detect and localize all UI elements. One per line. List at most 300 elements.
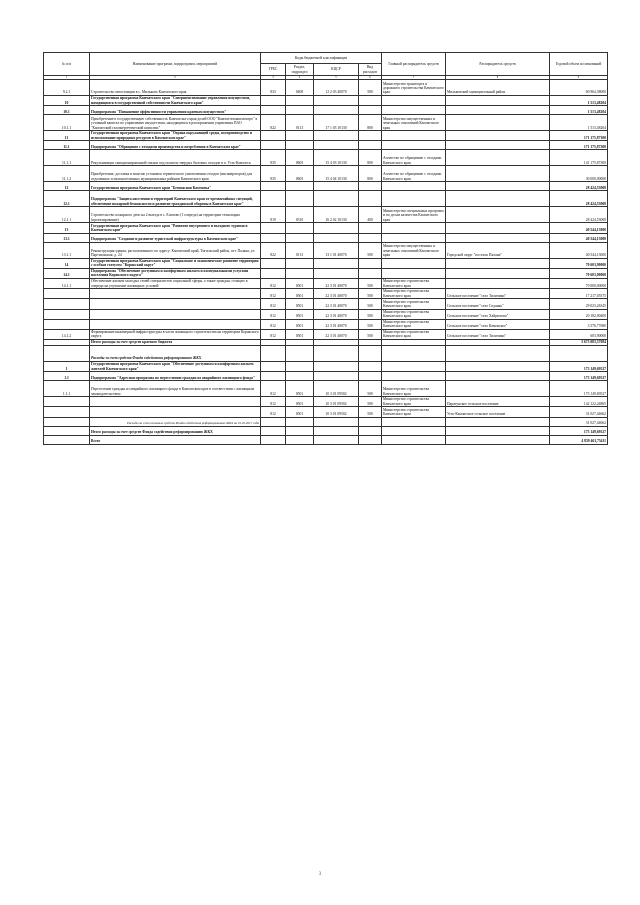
cell-main-distributor: [382, 96, 446, 106]
cell-name: Обеспечение жильем молодых семей специалистов социальной сферы, а также граждан, стоящих в очереди на улучшение жилищных условий: [90, 278, 261, 288]
cell-amount: 40 544,13000: [550, 233, 608, 242]
cell-name: [90, 319, 261, 329]
cell-rzpr: 0501: [286, 309, 314, 319]
cell-csr: 12 2 03 40070: [314, 80, 359, 96]
header-vr: Вид расходов: [359, 64, 382, 76]
total-row: [44, 435, 608, 444]
budget-table-sheet: [43, 52, 607, 445]
cell-name: Итого расходы за счет средств Фонда содействия реформированию ЖКХ: [90, 426, 261, 435]
cell-amount: 28 424,53000: [550, 182, 608, 191]
cell-vr: 500: [359, 397, 382, 407]
cell-main-distributor: [382, 131, 446, 141]
table-row: [44, 372, 608, 381]
cell-recipient: Сельское поселение "село Седанка": [446, 299, 550, 309]
cell-grbs: [261, 141, 286, 150]
cell-amount: 171 175,87300: [550, 131, 608, 141]
cell-amount: 31 027,44662: [550, 417, 608, 426]
cell-grbs: 833: [261, 80, 286, 96]
cell-grbs: [261, 345, 286, 361]
cell-no: [44, 407, 90, 417]
cell-name: Государственная программа Камчатского края "Обеспечение доступным и комфортным жильем жителей Камчатского края": [90, 361, 261, 371]
cell-amount: 40 544,13000: [550, 242, 608, 258]
header-index-cell: 4: [286, 76, 314, 80]
cell-recipient: [446, 361, 550, 371]
cell-no: 11: [44, 131, 90, 141]
cell-rzpr: [286, 258, 314, 268]
header-csr: КЦСР: [314, 64, 359, 76]
cell-name: [90, 407, 261, 417]
cell-no: 13.1: [44, 233, 90, 242]
cell-name: Реконструкция здания, расположенного по адресу: Камчатский край, Тигильский район, пгт. Палана, ул. Партизанская, д. 24: [90, 242, 261, 258]
cell-rzpr: [286, 233, 314, 242]
cell-recipient: [446, 131, 550, 141]
cell-amount: 28 424,53000: [550, 207, 608, 223]
cell-grbs: 835: [261, 150, 286, 166]
cell-amount: 3 576,77680: [550, 319, 608, 329]
cell-vr: 500: [359, 80, 382, 96]
table-row: [44, 106, 608, 115]
cell-vr: 400: [359, 207, 382, 223]
cell-vr: [359, 131, 382, 141]
cell-rzpr: [286, 372, 314, 381]
cell-rzpr: 0408: [286, 80, 314, 96]
cell-name: Переселение граждан из аварийного жилищного фонда в Камчатском крае в соответствии с жилищным законодательством: [90, 381, 261, 397]
cell-no: 11.1.1: [44, 150, 90, 166]
cell-vr: [359, 96, 382, 106]
cell-csr: [314, 417, 359, 426]
table-row: [44, 207, 608, 223]
cell-amount: 29 023,26345: [550, 299, 608, 309]
cell-recipient: [446, 96, 550, 106]
cell-name: Строительство автостанции в с. Мильково Камчатского края: [90, 80, 261, 96]
header-index-cell: 9: [550, 76, 608, 80]
cell-rzpr: [286, 131, 314, 141]
cell-csr: [314, 182, 359, 191]
cell-name: Расходы за счет средств Фонда содействия реформированию ЖКХ: [90, 345, 261, 361]
cell-recipient: [446, 381, 550, 397]
table-row: [44, 289, 608, 299]
cell-amount: 70 000,00000: [550, 278, 608, 288]
cell-vr: 500: [359, 319, 382, 329]
cell-no: [44, 299, 90, 309]
cell-rzpr: 0605: [286, 166, 314, 182]
header-index-cell: 8: [446, 76, 550, 80]
page-number: 3: [318, 872, 322, 877]
table-row: [44, 417, 608, 426]
cell-no: 14.1.1: [44, 278, 90, 288]
header-main-distributor: Главный распорядитель средств: [382, 53, 446, 76]
cell-rzpr: 0310: [286, 207, 314, 223]
cell-name: Подпрограмма "Обеспечение доступным и комфортным жильем и коммунальными услугами населения Корякского округа": [90, 268, 261, 278]
cell-vr: [359, 191, 382, 207]
cell-vr: [359, 258, 382, 268]
cell-vr: 500: [359, 407, 382, 417]
cell-name: Итого расходы за счет средств краевого бюджета: [90, 340, 261, 346]
cell-csr: [314, 106, 359, 115]
cell-name: [90, 397, 261, 407]
cell-recipient: Сельское поселение "село Каменское": [446, 319, 550, 329]
cell-no: 13.1.1: [44, 242, 90, 258]
header-rzpr: Раздел, подраздел: [286, 64, 314, 76]
cell-recipient: [446, 417, 550, 426]
cell-no: 12.1.1: [44, 207, 90, 223]
table-row: [44, 233, 608, 242]
cell-rzpr: [286, 223, 314, 233]
cell-recipient: [446, 207, 550, 223]
cell-no: 12: [44, 182, 90, 191]
cell-vr: [359, 141, 382, 150]
cell-grbs: [261, 191, 286, 207]
table-row: [44, 131, 608, 141]
table-row: [44, 115, 608, 131]
table-row: [44, 361, 608, 371]
cell-recipient: [446, 372, 550, 381]
cell-no: 14: [44, 258, 90, 268]
cell-recipient: [446, 223, 550, 233]
cell-grbs: [261, 435, 286, 444]
cell-no: [44, 319, 90, 329]
cell-vr: [359, 223, 382, 233]
table-body: [44, 80, 608, 445]
cell-rzpr: [286, 417, 314, 426]
cell-rzpr: 0501: [286, 397, 314, 407]
cell-csr: [314, 345, 359, 361]
header-volume: Годовой объем ассигнований: [550, 53, 608, 76]
cell-rzpr: [286, 345, 314, 361]
cell-grbs: 812: [261, 319, 286, 329]
cell-amount: 603,90000: [550, 329, 608, 339]
cell-csr: 13 1 01 40070: [314, 242, 359, 258]
cell-grbs: [261, 268, 286, 278]
cell-amount: 30 000,00000: [550, 166, 608, 182]
cell-recipient: Сельское поселение "село Хайрюзово": [446, 309, 550, 319]
cell-csr: [314, 96, 359, 106]
cell-no: [44, 397, 90, 407]
cell-no: 11.1.2: [44, 166, 90, 182]
cell-csr: [314, 435, 359, 444]
cell-no: 14.1.2: [44, 329, 90, 339]
cell-amount: 142 122,24865: [550, 397, 608, 407]
cell-main-distributor: [382, 258, 446, 268]
cell-recipient: [446, 106, 550, 115]
cell-csr: [314, 223, 359, 233]
cell-csr: 10 3 01 09502: [314, 381, 359, 397]
cell-amount: 173 149,69527: [550, 361, 608, 371]
cell-no: 12.1: [44, 191, 90, 207]
cell-name: Приобретение в государственную собственность Камчатского края долей ООО "Камчаттехмашэлектро" в уставный капитал по управлению имуществом, находящимся в распоряжении управления ПАО "Камчатский газоэнергетический комплекс": [90, 115, 261, 131]
cell-recipient: Городской округ "поселок Палана": [446, 242, 550, 258]
cell-csr: 22 3 01 40070: [314, 299, 359, 309]
cell-grbs: [261, 417, 286, 426]
cell-no: [44, 289, 90, 299]
cell-grbs: [261, 223, 286, 233]
cell-rzpr: [286, 361, 314, 371]
cell-amount: 60 964,38000: [550, 80, 608, 96]
header-no: № п/п: [44, 53, 90, 76]
cell-amount: 70 603,90000: [550, 268, 608, 278]
cell-vr: 500: [359, 309, 382, 319]
cell-rzpr: 0113: [286, 242, 314, 258]
cell-rzpr: [286, 141, 314, 150]
cell-main-distributor: Министерство строительства Камчатского края: [382, 289, 446, 299]
cell-name: Государственная программа Камчатского края "Развитие внутреннего и въездного туризма в Камчатском крае": [90, 223, 261, 233]
cell-amount: 173 149,69527: [550, 372, 608, 381]
cell-grbs: [261, 233, 286, 242]
cell-amount: 31 027,44662: [550, 407, 608, 417]
cell-vr: 500: [359, 242, 382, 258]
cell-rzpr: 0501: [286, 299, 314, 309]
cell-csr: [314, 268, 359, 278]
cell-no: [44, 417, 90, 426]
cell-no: 9.2.1: [44, 80, 90, 96]
cell-grbs: 812: [261, 329, 286, 339]
cell-grbs: [261, 372, 286, 381]
header-index-cell: 7: [382, 76, 446, 80]
cell-csr: [314, 361, 359, 371]
cell-grbs: [261, 258, 286, 268]
cell-grbs: [261, 106, 286, 115]
cell-main-distributor: Министерство имущественных и земельных отношений Камчатского края: [382, 242, 446, 258]
header-index-cell: 5: [314, 76, 359, 80]
cell-rzpr: 0501: [286, 278, 314, 288]
cell-main-distributor: Министерство специальных программ и по делам казачества Камчатского края: [382, 207, 446, 223]
cell-amount: 70 603,90000: [550, 258, 608, 268]
cell-no: 13: [44, 223, 90, 233]
table-row: [44, 150, 608, 166]
cell-name: Государственная программа Камчатского края "Охрана окружающей среды, воспроизводство и использование природных ресурсов в Камчатском крае": [90, 131, 261, 141]
cell-recipient: Сельское поселение "село Тиличики": [446, 329, 550, 339]
cell-main-distributor: [382, 361, 446, 371]
cell-recipient: Сельское поселение "село Тиличики": [446, 289, 550, 299]
cell-amount: 20 182,90400: [550, 309, 608, 319]
cell-name: Подпрограмма "Адресная программа по переселению граждан из аварийного жилищного фонда": [90, 372, 261, 381]
cell-no: [44, 426, 90, 435]
cell-amount: 40 544,13000: [550, 223, 608, 233]
cell-rzpr: [286, 435, 314, 444]
cell-name: Всего: [90, 435, 261, 444]
cell-no: 11.1: [44, 141, 90, 150]
cell-vr: [359, 233, 382, 242]
cell-csr: 22 3 01 40070: [314, 278, 359, 288]
cell-rzpr: 0501: [286, 407, 314, 417]
cell-csr: 22 3 01 40070: [314, 319, 359, 329]
cell-amount: 28 424,53000: [550, 191, 608, 207]
cell-main-distributor: [382, 141, 446, 150]
cell-main-distributor: Министерство строительства Камчатского края: [382, 397, 446, 407]
cell-recipient: [446, 435, 550, 444]
cell-no: [44, 345, 90, 361]
cell-main-distributor: Министерство имущественных и земельных отношений Камчатского края: [382, 115, 446, 131]
table-row: [44, 182, 608, 191]
cell-main-distributor: [382, 268, 446, 278]
cell-amount: 1 513,48204: [550, 115, 608, 131]
cell-no: 10.1.1: [44, 115, 90, 131]
cell-main-distributor: [382, 426, 446, 435]
cell-recipient: [446, 345, 550, 361]
cell-grbs: 812: [261, 289, 286, 299]
cell-grbs: 812: [261, 299, 286, 309]
cell-vr: [359, 106, 382, 115]
cell-grbs: 822: [261, 242, 286, 258]
cell-main-distributor: [382, 223, 446, 233]
cell-main-distributor: [382, 435, 446, 444]
cell-name: Формирование инженерной инфраструктуры в части жилищного строительства на территории Корякского округа: [91, 330, 259, 339]
cell-amount: 173 149,69527: [550, 381, 608, 397]
budget-allocation-table: [43, 52, 608, 445]
cell-grbs: [261, 182, 286, 191]
cell-csr: [314, 141, 359, 150]
cell-main-distributor: [382, 182, 446, 191]
cell-name: Подпрограмма "Создание и развитие туристской инфраструктуры в Камчатском крае": [90, 233, 261, 242]
cell-amount: 141 175,87300: [550, 150, 608, 166]
cell-name: Подпрограмма "Повышение эффективности управления краевым имуществом": [90, 106, 261, 115]
cell-recipient: Мильковский муниципальный район: [446, 80, 550, 96]
cell-grbs: 812: [261, 309, 286, 319]
cell-csr: 22 3 01 40070: [314, 289, 359, 299]
cell-rzpr: [286, 426, 314, 435]
cell-recipient: [446, 426, 550, 435]
cell-name: Приобретение, доставка и монтаж установок термического уничтожения отходов (инсинераторов) для отдаленных и малонаселенных муниципальных районов Камчатского края: [90, 166, 261, 182]
cell-name: Государственная программа Камчатского края "Совершенствование управления имуществом, находящимся в государственной собственности Камчатского края": [90, 96, 261, 106]
cell-no: 10: [44, 96, 90, 106]
cell-name: Государственная программа Камчатского края "Социальное и экономическое развитие территории с особым статусом "Корякский округ": [91, 258, 259, 268]
cell-main-distributor: Министерство строительства Камчатского края: [382, 381, 446, 397]
cell-rzpr: [286, 268, 314, 278]
cell-main-distributor: [382, 372, 446, 381]
cell-recipient: [446, 278, 550, 288]
cell-name: [90, 299, 261, 309]
cell-no: 1: [44, 361, 90, 371]
cell-csr: 15 4 04 10130: [314, 166, 359, 182]
cell-csr: [314, 258, 359, 268]
cell-vr: 500: [359, 289, 382, 299]
cell-rzpr: [286, 182, 314, 191]
table-row: [44, 299, 608, 309]
cell-csr: [314, 372, 359, 381]
cell-main-distributor: Министерство строительства Камчатского края: [382, 319, 446, 329]
cell-no: [44, 435, 90, 444]
table-row: [44, 345, 608, 361]
cell-vr: 500: [359, 278, 382, 288]
cell-rzpr: 0501: [286, 381, 314, 397]
cell-csr: 10 3 01 09502: [314, 407, 359, 417]
cell-grbs: 835: [261, 166, 286, 182]
cell-vr: [359, 417, 382, 426]
cell-main-distributor: [382, 345, 446, 361]
cell-vr: [359, 361, 382, 371]
cell-vr: [359, 268, 382, 278]
cell-grbs: 812: [261, 397, 286, 407]
cell-grbs: 812: [261, 381, 286, 397]
cell-csr: 22 3 01 40070: [314, 309, 359, 319]
table-row: [44, 407, 608, 417]
cell-main-distributor: Министерство строительства Камчатского края: [382, 278, 446, 288]
cell-grbs: [261, 426, 286, 435]
cell-csr: 16 2 02 10130: [314, 207, 359, 223]
header-index-cell: 1: [44, 76, 90, 80]
cell-recipient: [446, 141, 550, 150]
cell-name: [90, 289, 261, 299]
table-row: [44, 319, 608, 329]
table-row: [44, 242, 608, 258]
table-row: [44, 309, 608, 319]
cell-name: Расходы за счет основных средств Фонда содействия реформированию ЖКХ на 01.01.2017 года: [90, 417, 261, 426]
cell-rzpr: 0501: [286, 289, 314, 299]
cell-main-distributor: Министерство строительства Камчатского края: [382, 407, 446, 417]
cell-amount: 3 673 083,37084: [550, 340, 608, 346]
cell-grbs: 819: [261, 207, 286, 223]
cell-main-distributor: Агентство по обращению с отходами Камчатского края: [382, 150, 446, 166]
table-row: [44, 258, 608, 268]
cell-name: [90, 309, 261, 319]
header-grbs: ГРБС: [261, 64, 286, 76]
table-row: [44, 329, 608, 339]
cell-recipient: [446, 191, 550, 207]
cell-main-distributor: [382, 233, 446, 242]
cell-main-distributor: Министерство транспорта и дорожного строительства Камчатского края: [382, 80, 446, 96]
cell-rzpr: 0605: [286, 150, 314, 166]
cell-main-distributor: [382, 191, 446, 207]
cell-vr: 800: [359, 115, 382, 131]
cell-grbs: [261, 131, 286, 141]
cell-recipient: Паратунское сельское поселение: [446, 397, 550, 407]
cell-no: 14.1: [44, 268, 90, 278]
cell-grbs: 812: [261, 407, 286, 417]
cell-vr: [359, 182, 382, 191]
cell-name: Рекультивация санкционированной свалки под полигон твердых бытовых отходов в п. Усть-Камчатск: [90, 150, 261, 166]
cell-rzpr: 0501: [286, 329, 314, 339]
cell-vr: [359, 372, 382, 381]
cell-csr: [314, 426, 359, 435]
cell-main-distributor: [382, 417, 446, 426]
cell-amount: 17 217,05575: [550, 289, 608, 299]
cell-no: [44, 309, 90, 319]
cell-amount: 173 149,69527: [550, 426, 608, 435]
cell-amount: 1 513,48204: [550, 96, 608, 106]
cell-recipient: [446, 115, 550, 131]
cell-no: 1.1.1: [44, 381, 90, 397]
cell-grbs: [261, 361, 286, 371]
cell-grbs: 822: [261, 115, 286, 131]
cell-rzpr: [286, 191, 314, 207]
cell-main-distributor: Министерство строительства Камчатского края: [382, 329, 446, 339]
table-row: [44, 80, 608, 96]
cell-recipient: [446, 233, 550, 242]
cell-recipient: [446, 182, 550, 191]
cell-vr: 800: [359, 150, 382, 166]
cell-main-distributor: [382, 106, 446, 115]
table-row: [44, 278, 608, 288]
cell-vr: [359, 435, 382, 444]
cell-csr: 10 3 01 09502: [314, 397, 359, 407]
cell-rzpr: [286, 96, 314, 106]
table-row: [44, 96, 608, 106]
cell-name: Государственная программа Камчатского края "Безопасная Камчатка": [90, 182, 261, 191]
cell-vr: [359, 426, 382, 435]
cell-no: 10.1: [44, 106, 90, 115]
cell-main-distributor: Агентство по обращению с отходами Камчатского края: [382, 166, 446, 182]
cell-rzpr: 0501: [286, 319, 314, 329]
table-header: [44, 53, 608, 80]
header-name: Наименование программ, подпрограмм, мероприятий: [90, 53, 261, 76]
cell-csr: [314, 131, 359, 141]
cell-main-distributor: Министерство строительства Камчатского края: [382, 309, 446, 319]
cell-amount: 1 513,48204: [550, 106, 608, 115]
table-row: [44, 223, 608, 233]
cell-csr: 15 4 03 10130: [314, 150, 359, 166]
header-index-cell: 3: [261, 76, 286, 80]
cell-grbs: 812: [261, 278, 286, 288]
